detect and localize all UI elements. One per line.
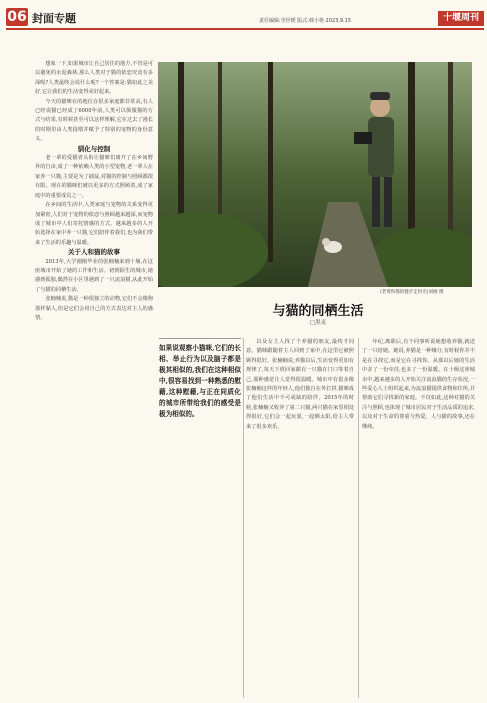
paragraph: 以及女主人找了个养猫的朋友,最终才同意。猫咪跟随着主人回到了家中,在这里它被照顾得很好。张楠楠说,养猫以后,生活变得更加有规律了,每天下班回家都有一只猫在门口等着自己,那种感觉让人觉得很温暖。城市中有很多像张楠楠这样的年轻人,他们独自在外打拼,猫咪成了他们生活中不可或缺的陪伴。2015年的时候,张楠楠又收养了第二只猫,两只猫在家里相处得很好,它们会一起玩耍,一起晒太阳,给主人带来了很多欢乐。: [246, 339, 354, 430]
column-divider: [358, 338, 359, 698]
editor-credits: 责任编辑:李世媛 版式:韩小艳 2023.9.15: [259, 18, 351, 24]
paragraph: 想象一下,如果城市让自己居住的地方,不管是可以避免的水泥森林,那么人类对于猫的依恋究竟有多深呢?人类最终会说什么呢?一个答案是:猫如此之美好,它让我们的生活变得美好起来。: [35, 61, 153, 96]
page-header: [0, 0, 487, 32]
pull-quote: 如果说观察小猫咪,它们的长相、举止行为以及脑子都是极其相似的,我们在这种相似中,很容易找到一种熟悉的慰藉,这种慰藉,与正在同质化的城市所带给我们的感受是极为相似的。: [159, 338, 241, 420]
article-title: 与猫的同栖生活: [272, 304, 364, 319]
paragraph: 今天的猫咪在的地位在很多家庭都非常高,有人已经说猫已经成了6000年前,人类可以驯服猫的方式与结果,有时候甚至可以这样理解,它在过去了漫长的时期里由人类投喂并赋予了特别的宠物的身份意义。: [35, 98, 153, 143]
article-column-4: [362, 338, 475, 432]
header-rule: [6, 28, 484, 30]
subheading: 驯化与控制: [77, 144, 111, 153]
paragraph: 张楠楠说,猫是一种很独立的动物,它们不会像狗那样黏人,但是它们会用自己的方式表达对主人的感情。: [35, 296, 153, 321]
column-divider: [243, 338, 244, 698]
article-column-1: [35, 60, 153, 323]
paragraph: 2013年,大学刚刚毕业的张楠楠来到十堰,在这座城市开始了她的工作和生活。初到陌生的城市,她感到孤独,偶然在小区里遇到了一只流浪猫,从此开始了与猫的同栖生活。: [35, 258, 153, 293]
brand-logo: 十堰周刊: [438, 11, 484, 26]
paragraph: 在乡间的生活中,人类家庭与宠物的关系变得更加紧密,人们对于宠物的依恋与照顾越来越深,而宠物成了城市中人们寄托情感的方式。越来越多的人开始选择在家中养一只猫,它们陪伴着我们,也为我们带来了生活的乐趣与温暖。: [35, 202, 153, 246]
subheading: 关于人和猫的故事: [68, 248, 120, 257]
article-photo: [158, 62, 472, 287]
paragraph: 年纪,离职后,有个同事听说她想收养猫,就送了一只给她。她说,养猫是一种缘分,有时候你并不是在寻找它,而是它在寻找你。从那以后她的生活中多了一份牵挂,也多了一份温暖。在十堰这座城市中,越来越多的人开始关注流浪猫的生存状况,一些爱心人士组织起来,为流浪猫提供食物和住所,并帮助它们寻找新的家庭。不仅如此,这种对猫的关注与照顾,也体现了城市居民对于生活品质的追求,以及对于生命的尊重与热爱。人与猫的故事,还在继续。: [362, 339, 475, 430]
page-number: 06: [7, 9, 27, 25]
article-column-3: [246, 338, 354, 432]
article-author: □黑麦: [309, 320, 327, 326]
photo-caption: (老黄和猫的健步走时光)刘刚 摄: [380, 290, 444, 295]
section-label: 封面专题: [32, 12, 76, 25]
forest-photo-illustration: [158, 62, 472, 287]
paragraph: 老一辈的爱猫者头衔让猫咪们离开了在乡间野外的自由,成了一种依赖人类的小型宠物,老一辈人在家养一只猫,主要是为了捕鼠,对猫的控制与照顾都很有限。现在的猫咪们被以更多的方式照顾着,成了家庭中的重要成员之一。: [35, 155, 153, 199]
